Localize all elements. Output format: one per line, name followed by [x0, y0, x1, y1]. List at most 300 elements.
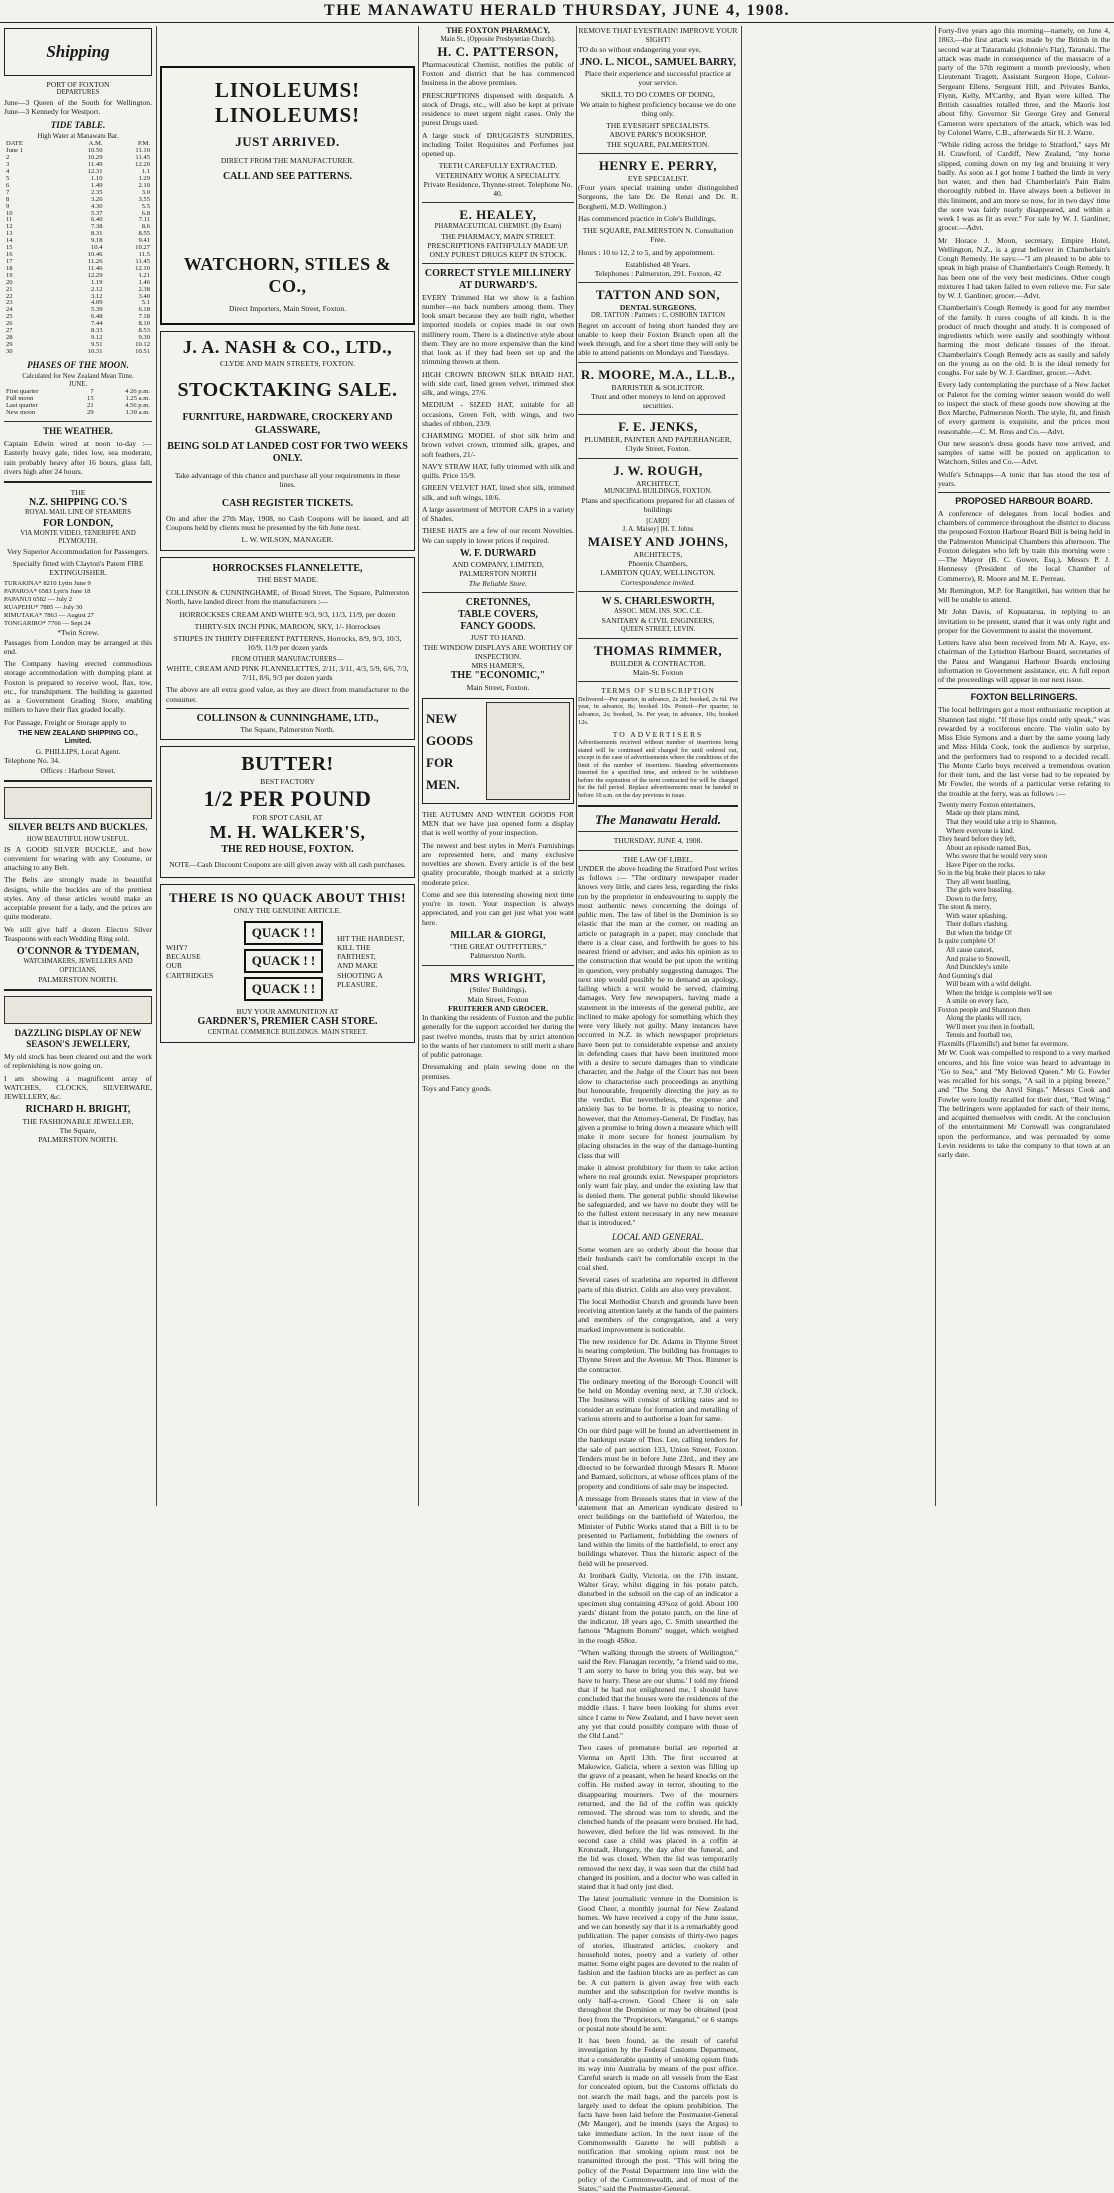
quack-word: QUACK ! ! — [244, 949, 324, 973]
horrockses-best: THE BEST MADE. — [256, 574, 319, 584]
durward-text: THESE HATS are a few of our recent Novelties. We can supply in lower prices if required. — [422, 526, 574, 545]
tide-pm: 8.10 — [138, 320, 150, 328]
tide-date: 18 — [6, 264, 13, 272]
steamer-row: PAPAROA* 6583 Lytt'n June 18 — [4, 588, 91, 596]
tide-pm: 5.1 — [141, 299, 150, 307]
port-title: PORT OF FOXTON — [46, 80, 110, 89]
column-rule — [935, 26, 936, 1506]
tide-am: 5.39 — [90, 306, 103, 314]
tide-am: 12.31 — [87, 167, 103, 175]
libel-text: UNDER the above heading the Stratford Post writes as follows :— "The ordinary newspaper reader knows very little, and cares less, regarding the risks run by the proprietor in endeavouring to supply the most authentic news concerning the doings of public men. The law of libel in the Dominion is so elastic that the man at the corner, on reading an article or paragraph in a paper, may conclude that there is a clear case, and forthwith he goes to his nearest friend or adviser, and asks his opinion as to the construction that would be put upon the writing in question, very probably suggesting damages. The next step would possibly be to demand an apology, failing which a writ would be served, claiming damages. Very few newspapers, having made a statement in the interests of the general public, are inclined to make apology for something which they were very likely not guilty. Many instances have occurred in N.Z. in which newspaper proprietors have been put to considerable expense and anxiety in defending cases that have been instituted more with a desire to secure damages than to vindicate character, and the Judge of the Court has not been slow to characterise such proceedings as anything but honourable, frequently directing the jury as to the verdict. But nevertheless, the expense and anxiety has to be borne. It is pleasing to notice, however, that the Attorney-General, Dr Findlay, has given a promise to bring down a measure which will make it more secure for honest journalism by placing obstacles in the way of the damage-hunting class that will — [578, 863, 738, 1160]
nz-offices: Offices : Harbour Street. — [40, 765, 116, 775]
tide-date: 21 — [6, 285, 13, 293]
linoleum-title: LINOLEUMS! — [214, 78, 361, 102]
horrockses-text: COLLINSON & CUNNINGHAME, of Broad Street, The Square, Palmerston North, have landed direct from the manufacturers :— — [166, 588, 409, 607]
article-paragraph: Chamberlain's Cough Remedy is good for any member of the family. It cures coughs of all kinds. It is the product of much thought and study. It is composed of ingredients which were easily and soothingly without harming the most delicate tissues of the throat. Chamberlain's Cough Remedy acts as easily and safely on the young as on the old. It is the ideal remedy for coughs. For sale by W. J. Gardiner, grocer.—Advt. — [938, 303, 1110, 377]
new-goods-word: MEN. — [426, 777, 460, 793]
tide-pm: 1.21 — [138, 271, 150, 279]
tide-pm: 11.5 — [138, 251, 150, 259]
nz-shipping-text: Specially fitted with Clayton's Patent FIRE EXTINGUISHER. — [12, 558, 144, 578]
herald-date: THURSDAY, JUNE 4, 1908. — [613, 836, 703, 846]
tide-date: 6 — [6, 181, 10, 189]
tide-pm: 12.10 — [135, 264, 150, 272]
tide-date: 4 — [6, 167, 10, 175]
perry-text: Hours : 10 to 12, 2 to 5, and by appointment. — [578, 247, 715, 257]
tide-pm: 10.51 — [135, 347, 150, 355]
quack-word: QUACK ! ! — [244, 977, 324, 1001]
dazzle-text: My old stock has been cleared out and the work of replenishing is now going on. — [4, 1052, 152, 1071]
tide-am: 3.12 — [90, 292, 103, 300]
tide-am: 8.31 — [90, 230, 103, 238]
jenks-trade: PLUMBER, PAINTER AND PAPERHANGER, — [584, 435, 732, 445]
tide-pm: 9.41 — [138, 237, 150, 245]
poem-line: And praise to Snowell, — [946, 954, 1011, 963]
maisey-names: J. A. Maisey] [H. T. Johns — [622, 525, 694, 533]
patterson-veterinary: VETERINARY WORK A SPECIALITY. — [435, 170, 561, 180]
durward-text: MEDIUM - SIZED HAT, suitable for all occasions, Green Felt, with wings, and two shades of ribbon, 23/9. — [422, 400, 574, 428]
tide-pm: 5.5 — [141, 202, 150, 210]
tide-am: 6.40 — [90, 216, 103, 224]
tatton-name: TATTON AND SON, — [595, 287, 721, 303]
rough-name: J. W. ROUGH, — [613, 462, 703, 478]
durward-text: CHARMING MODEL of shot silk brim and brown velvet crown, trimmed silk, grapes, and soft feathers, 21/- — [422, 431, 574, 459]
moon-cell: New moon — [6, 409, 36, 417]
tide-row — [4, 211, 152, 218]
herald-title: The Manawatu Herald. — [594, 811, 722, 827]
poem-line: A smile on every face, — [946, 997, 1009, 1006]
poem-line: And Gunning's dial — [938, 971, 993, 980]
perry-established: Established 48 Years. — [625, 259, 691, 269]
nash-goods: FURNITURE, HARDWARE, CROCKERY AND GLASSWARE, — [182, 412, 393, 436]
article-paragraph: Some women are so orderly about the house that their husbands can't be comfortable except in the coal shed. — [578, 1244, 738, 1273]
durward-place: PALMERSTON NORTH — [459, 569, 537, 579]
article-paragraph: Two cases of premature burial are reported at Vienna on April 13th. The first occurred at Makowice, Galicia, where a sexton was filling up the grave of a peasant, when he heard knocks on the coffin. He rushed away in terror, shouting to the disappearing mourners. Two of the mourners returned, and the lid of the coffin was quickly removed. The shroud was torn to shreds, and the clenched hands of the peasant were bruised. He had, however, died before the lid was removed. In the second case a child was placed in a coffin at Kronstadt, Hungary, the day after the funeral, and the lid was closed. When the lid was temporarily removed the next day, it was seen that the child had changed its position, and a doctor who was called in stated that it had only just died. — [578, 1743, 738, 1892]
poem-line: Twenty merry Foxton entertainers, — [938, 800, 1036, 809]
tide-row — [4, 197, 152, 204]
moon-cell: First quarter — [6, 388, 39, 396]
tide-date: 14 — [6, 237, 13, 245]
cretonnes-window: THE WINDOW DISPLAYS ARE WORTHY OF INSPECTION. — [423, 642, 573, 661]
durward-text: GREEN VELVET HAT, lined shot silk, trimmed silk, and soft wings, 18/6. — [422, 483, 574, 502]
poem-line: Is quite complete O! — [938, 937, 996, 946]
eyestrain-text: TO do so without endangering your eye, — [578, 44, 701, 54]
poem-line: Will beam with a wild delight. — [946, 980, 1032, 989]
economic-address: Main Street, Foxton. — [466, 682, 530, 692]
poem-line: We'll meet you then in football, — [946, 1022, 1035, 1031]
subscription-text: Delivered—Per quarter, in advance, 2s 2d; booked, 2s 6d. Per year, in advance, 8s; booked 10s. Posted—Per quarter, in advance, 2s; booked, 3s. Per year, in advance, 10s; booked 12s. — [578, 695, 738, 727]
tide-date: 28 — [6, 334, 13, 342]
wright-text: Toys and Fancy goods. — [422, 1083, 492, 1093]
article-paragraph: Wolfe's Schnapps—A tonic that has stood the test of years. — [938, 469, 1110, 488]
poem-line: That they would take a trip to Shannon, — [946, 818, 1057, 826]
gardner-address: CENTRAL COMMERCE BUILDINGS. MAIN STREET. — [207, 1028, 368, 1036]
article-paragraph: Letters have also been received from Mr A. Kaye, ex-chairman of the Lyttelton Harbour Board, secretaries of the Patea and Wanganui Harbour Boards enclosing information re Government assistance, etc. A full report of the proceedings will appear in our next issue. — [938, 638, 1110, 685]
tide-am: 10.4 — [90, 244, 103, 252]
tide-am: 9.12 — [90, 334, 103, 342]
nicol-barry-name: JNO. L. NICOL, SAMUEL BARRY, — [580, 56, 736, 68]
article-paragraph: Mr John Davis, of Kopuatarua, in replying to an invitation to be present, stated that it was only right and proper for the Government to assist the movement. — [938, 607, 1110, 635]
linoleum-title: LINOLEUMS! — [214, 103, 361, 128]
tide-row — [4, 245, 152, 252]
local-general-heading: LOCAL AND GENERAL. — [612, 1231, 704, 1242]
eyestrain-text: We attain to highest proficiency because we do one thing only. — [580, 99, 736, 118]
bright-address: The Square, — [59, 1125, 97, 1135]
article-paragraph: Mr W. Cook was compelled to respond to a very marked encores, and his fine voice was heard to advantage in "Go to Sea," and "My Beloved Queen." Mr G. Fowler was recalled for his songs, "A sail in a piping breeze," and "The Song the Anvil Sings." Messrs Cook and Fowler were loudly recalled for their duet, "Red Wing." The bellringers were applauded for each of their items, and acquitted themselves with credit. At the conclusion of the entertainment Mr Cornwall was congratulated upon the performance, and was persuaded by some Levin residents to take the company to that town at an early date. — [938, 1048, 1110, 1160]
tide-row — [4, 266, 152, 273]
patterson-teeth: TEETH CAREFULLY EXTRACTED. — [438, 161, 558, 171]
butter-ad — [160, 746, 415, 878]
masthead: THE MANAWATU HERALD THURSDAY, JUNE 4, 1908. — [0, 0, 1114, 23]
tide-date: 2 — [6, 154, 10, 162]
tide-am: 1.10 — [90, 174, 103, 182]
advertisers-text: Advertisements received without number of insertions being stated will be continued and charged for until ordered out, except in the case of advertisements where the conditions of the limit of the number of insertions. Standing advertisements inserted for a specified time, and ordered to be withdrawn before the expiration of the term contracted for will be charged for the full period. Replace advertisements must be handed in before 10 a.m. on the day previous to issue. — [578, 739, 738, 800]
butter-factory: BEST FACTORY — [260, 776, 315, 786]
tide-row — [4, 231, 152, 238]
patterson-text: PRESCRIPTIONS dispensed with despatch. A stock of Drugs, etc., will also be kept at private residence to meet urgent night cases. Only the purest Drugs used. — [422, 90, 574, 128]
wright-text: Dressmaking and plain sewing done on the premises. — [422, 1062, 574, 1081]
gardner-name: GARDNER'S, PREMIER CASH STORE. — [197, 1016, 378, 1028]
wright-text: In thanking the residents of Foxton and the public generally for the support accorded her during the past twelve months, trusts that by strict attention to the wants of her customers to still merit a share of public patronage. — [422, 1013, 574, 1060]
moon-cell: 1.25 a.m. — [125, 395, 150, 403]
advertisers-heading: TO ADVERTISERS — [612, 729, 704, 739]
silver-buckle-illustration — [4, 787, 152, 819]
durward-company: AND COMPANY, LIMITED, — [452, 560, 544, 570]
tide-am: 10.50 — [87, 147, 103, 155]
moon-month: JUNE. — [68, 381, 88, 389]
tide-row — [4, 294, 152, 301]
column-rule — [576, 26, 577, 1506]
moon-subheading: Calculated for New Zealand Mean Time. — [22, 372, 134, 380]
moon-cell: 15 — [87, 395, 94, 403]
tide-row — [4, 217, 152, 224]
tide-pm: 2.38 — [138, 285, 150, 293]
steamer-row: TURAKINA* 8210 Lyttn June 9 — [4, 580, 91, 588]
tide-row — [4, 335, 152, 342]
fancy-goods-title: FANCY GOODS. — [460, 621, 536, 633]
tide-row — [4, 328, 152, 335]
tide-am: 4.30 — [90, 202, 103, 210]
tide-pm: 11.45 — [135, 154, 150, 162]
quack-pleasure: AND MAKE SHOOTING A PLEASURE. — [336, 961, 383, 989]
rimmer-name: THOMAS RIMMER, — [593, 642, 723, 658]
poem-line: The girls were bussling. — [946, 886, 1014, 895]
nz-shipping-text: For Passage, Freight or Storage apply to — [4, 717, 127, 727]
article-paragraph: Mr Remington, M.P. for Rangitikei, has written that he will be unable to attend. — [938, 585, 1110, 605]
nash-address: CLYDE AND MAIN STREETS, FOXTON. — [220, 358, 355, 368]
durward-name: W. F. DURWARD — [459, 547, 537, 559]
bright-place: PALMERSTON NORTH. — [38, 1135, 118, 1144]
tide-pm: 10.27 — [135, 244, 150, 252]
article-paragraph: Every lady contemplating the purchase of a New Jacket or Paletot for the coming winter season would do well to inspect the stock of these goods now showing at the Box Marche, Palmerston North. The style, fit, and finish of every garment is exquisite, and the prices most reasonable.—C. M. Ross and Co.—Advt. — [938, 380, 1110, 436]
poem-line: Have Piper on the rocks. — [946, 860, 1016, 869]
tide-row — [4, 300, 152, 307]
durward-tagline: The Reliable Store. — [468, 578, 528, 588]
tide-am: 4.09 — [90, 299, 103, 307]
horrockses-text: HORROCKSES CREAM AND WHITE 9/3, 9/3, 11/3, 11/9, per dozen — [179, 609, 396, 619]
article-paragraph: make it almost prohibitory for them to take action where no real grounds exist. Newspaper proprietors only want fair play, and under the existing law that is denied them. The general public should likewise be safeguarded, and we have no doubt they will be to the fullest extent necessary in any new measure that is introduced." — [578, 1162, 738, 1228]
millar-text: Come and see this interesting showing next time you're in town. Your inspection is always appreciated, and you can get just what you want here. — [422, 889, 574, 927]
tide-table — [4, 141, 152, 356]
poem-line: And Dunckley's smile — [946, 963, 1008, 972]
poem-line: The stout & merry, — [938, 903, 992, 912]
tide-date: 29 — [6, 341, 13, 349]
tide-am: 7.38 — [90, 223, 103, 231]
tide-subheading: High Water at Manawatu Bar. — [37, 133, 119, 140]
moon-cell: Last quarter — [6, 402, 38, 410]
eyesight-specialists: THE EYESIGHT SPECIALISTS. — [606, 121, 710, 131]
tide-am: 8.33 — [90, 327, 103, 335]
butter-price: 1/2 PER POUND — [203, 785, 372, 811]
article-paragraph: The local bellringers got a most enthusiastic reception at Shannon last night. "If those lips could only speak," was rewarded by a vociferous encore. The violin solo by Miss Elsie Symons and a duet by the same young lady and Miss Hilda Cook, took the audience by surprise, and the performers had to respond to a decided recall. The Monte Carlo boys received a tremendous ovation for their turn, and the last verse had to be repeated by Mr Fowler, the words of a particular verse relating to the trouble at the ferry, was as follows :— — [938, 705, 1110, 798]
perry-title: EYE SPECIALIST. — [627, 173, 689, 183]
maisey-correspondence: Correspondence invited. — [620, 577, 696, 587]
tide-row — [4, 155, 152, 162]
nz-shipping-title: N.Z. SHIPPING CO.'S — [28, 497, 128, 509]
tide-date: 23 — [6, 299, 13, 307]
tide-row — [4, 238, 152, 245]
perry-text: Has commenced practice in Cole's Buildings, — [578, 213, 717, 223]
moore-text: Trust and other moneys to lend on approved securities. — [590, 391, 726, 411]
tide-am: 11.26 — [87, 257, 103, 265]
wright-buildings: (Stiles' Buildings), — [469, 985, 527, 995]
watchorn-address: Direct Importers, Main Street, Foxton. — [228, 303, 347, 313]
bright-trade: THE FASHIONABLE JEWELLER, — [22, 1116, 134, 1126]
poem-line: Tennis and football too, — [946, 1031, 1013, 1040]
healey-drugs: ONLY PUREST DRUGS KEPT IN STOCK. — [429, 250, 567, 260]
cretonnes-title: CRETONNES, — [465, 596, 531, 608]
tide-am: 9.18 — [90, 237, 103, 245]
tide-row — [4, 349, 152, 356]
cretonnes-hand: JUST TO HAND. — [470, 633, 526, 643]
tide-am: 6.48 — [90, 313, 103, 321]
charlesworth-name: W S. CHARLESWORTH, — [601, 595, 715, 607]
quack-ad — [160, 884, 415, 1042]
moon-cell: Full moon — [6, 395, 34, 403]
tide-am: 7.44 — [90, 320, 103, 328]
poem-line: When the bridge is complete we'll see — [946, 988, 1053, 997]
tide-row — [4, 314, 152, 321]
tide-am: 2.12 — [90, 285, 103, 293]
article-paragraph: Mr Horace J. Moon, secretary, Empire Hotel, Wellington, N.Z., is a great believer in Chamberlain's Cough Remedy. He says:—"I am pleased to be able to speak in high praise of Chamberlain's Cough Remedy. It has been one of the very best medicines. Other cough mixtures I had taken failed to even relieve me. For sale by W. J. Gardiner, grocer.—Advt. — [938, 235, 1110, 300]
eyesight-place: THE SQUARE, PALMERSTON. — [606, 139, 710, 149]
butter-title: BUTTER! — [241, 753, 334, 776]
departures-heading: DEPARTURES — [56, 89, 100, 97]
tide-pm: 3.0 — [141, 188, 150, 196]
column-rule — [418, 26, 419, 1506]
nz-shipping-route: VIA MONTE VIDEO, TENERIFFE AND PLYMOUTH. — [20, 529, 136, 546]
article-paragraph: It has been found, as the result of careful investigation by the Federal Customs Department, that a considerable quantity of smoking opium finds its way into Australia by means of the post office. Careful search is made on all vessels from the East for concealed opium, but the Customs officials do not search the mail bags, and the parcels post is largely used to defeat the opium prohibition. The facts have been laid before the Postmaster-General (Mr Mauger), and he intends (says the Argus) to take immediate action. In the next issue of the Commonwealth Gazette he will publish a notification that smoking opium must not be transmitted through the post. "This will bring the policy of the Postal Department into line with the policy of the Commonwealth, and of most of the States," said the Postmaster-General. — [578, 2036, 738, 2193]
nz-shipping-agent: THE NEW ZEALAND SHIPPING CO., Limited. — [18, 729, 138, 746]
horrockses-text: THIRTY-SIX INCH PINK, MAROON, SKY, 1/- Horrockses — [194, 621, 381, 631]
rough-text: Plans and specifications prepared for all classes of buildings — [581, 496, 735, 515]
tide-row — [4, 342, 152, 349]
tide-pm: 8.6 — [141, 223, 150, 231]
millar-text: The newest and best styles in Men's Furnishings are represented here, and many exclusive novelties are shown. Every article is of the best quality procurable, though marked at a strictly moderate price. — [422, 840, 574, 887]
tide-row — [4, 148, 152, 155]
nash-name: J. A. NASH & CO., LTD., — [182, 336, 393, 357]
tide-am: 1.19 — [90, 278, 103, 286]
millar-tagline: "THE GREAT OUTFITTERS," — [449, 942, 547, 952]
tide-date: 16 — [6, 251, 13, 259]
tide-date: 5 — [6, 174, 10, 182]
article-paragraph: On our third page will be found an advertisement in the bankrupt estate of Thos. Lee, calling tenders for the sale of part section 133, Union Street, Foxton. Tenders must be in before June 23rd., and they are directed to be forwarded through Messrs R. Moore and Barnard, solicitors, at whose offices plans of the property and conditions of sale may be inspected. — [578, 1426, 738, 1491]
table-covers-title: TABLE COVERS, — [458, 609, 538, 621]
tide-pm: 7.18 — [138, 313, 150, 321]
tide-pm: 6.8 — [141, 209, 150, 217]
poem-line: About an episode named Box, — [946, 843, 1031, 852]
poem-line: Foxton people and Shannon then — [938, 1005, 1031, 1014]
quack-farthest: KILL THE FARTHEST, — [336, 942, 376, 962]
jewellery-illustration — [4, 996, 152, 1024]
horrockses-title: HORROCKSES FLANNELETTE, — [212, 562, 363, 574]
tide-pm: 8.53 — [138, 327, 150, 335]
tide-pm: 8.55 — [138, 230, 150, 238]
silver-subheading: HOW BEAUTIFUL HOW USEFUL. — [26, 836, 130, 844]
tide-pm: 2.10 — [138, 181, 150, 189]
tide-pm: 3.55 — [138, 195, 150, 203]
tide-date: 19 — [6, 271, 13, 279]
moore-title: BARRISTER & SOLICITOR. — [611, 382, 705, 392]
poem-line: Down to the ferry, — [946, 894, 998, 903]
rough-address: MUNICIPAL BUILDINGS, FOXTON. — [604, 487, 712, 495]
twin-screw-note: *Twin Screw. — [57, 628, 99, 638]
tide-am: 11.49 — [87, 161, 103, 169]
article-paragraph: The local Methodist Church and grounds have been receiving attention lately at the hands of the painters and members of the congregation, and a very marked improvement is noticeable. — [578, 1296, 738, 1334]
healey-prescriptions: PRESCRIPTIONS FAITHFULLY MADE UP. — [427, 240, 569, 250]
tide-row — [4, 307, 152, 314]
patterson-name: H. C. PATTERSON, — [437, 44, 559, 60]
article-paragraph: A conference of delegates from local bodies and chambers of commerce throughout the district to discuss the proposed Foxton Harbour Board Bill is being held in the Palmerston Municipal Chambers this afternoon. The Foxton delegates who left by train this morning were :—The Mayor (B. C. Gower, Esq.), Messrs P. J. Hennessy (President of the local Chamber of Commerce), R. Moore and M. E. Perreau. — [938, 508, 1110, 583]
tide-pm: 3.40 — [138, 292, 150, 300]
bellringers-heading: FOXTON BELLRINGERS. — [938, 688, 1110, 703]
moon-cell: 4 26 p.m. — [125, 388, 150, 396]
tide-pm: 11.10 — [135, 147, 150, 155]
tide-date: June 1 — [6, 147, 24, 155]
tide-date: 11 — [6, 216, 13, 224]
healey-address: THE PHARMACY, MAIN STREET. — [441, 231, 555, 241]
quack-because: BECAUSE — [166, 952, 201, 962]
horrockses-ad — [160, 557, 415, 741]
tide-row — [4, 280, 152, 287]
tide-date: 24 — [6, 306, 13, 314]
eyestrain-text: Place their experience and successful practice at your service. — [584, 68, 732, 88]
tide-am: 9.51 — [90, 341, 103, 349]
gardner-buy: BUY YOUR AMMUNITION AT — [236, 1007, 339, 1017]
tatton-partners: DR. TATTON : Partners : C. OSBORN TATTON — [590, 312, 726, 320]
poem-line: Where everyone is kind. — [946, 826, 1015, 835]
jenks-address: Clyde Street, Foxton. — [625, 444, 691, 454]
quack-why: WHY? — [166, 942, 188, 952]
maisey-address: LAMBTON QUAY, WELLINGTON. — [600, 568, 716, 578]
wright-name: MRS WRIGHT, — [449, 969, 547, 985]
moon-cell: 1.39 a.m. — [125, 409, 150, 417]
durward-text: EVERY Trimmed Hat we show is a fashion number—no back numbers among them. They look smart because they are built right, whether imported models or copies made in our own millinery room. There is a distinctive style about them. They are no more expensive than the kind that look as if they had been set up and the trimming thrown at them. — [422, 292, 574, 367]
silver-text: The Belts are strongly made in beautiful designs, while the buckles are of the prettiest styles. Any of these articles would make an acceptable present for a lady, and the prices are quite moderate. — [4, 875, 152, 922]
poem-line: Their dollars clashing. — [946, 920, 1009, 929]
walker-name: M. H. WALKER'S, — [209, 821, 366, 842]
tide-am: 10.31 — [87, 347, 103, 355]
gentleman-illustration — [486, 702, 570, 800]
tide-col-am: A.M. — [88, 140, 103, 148]
durward-text: HIGH CROWN BROWN SILK BRAID HAT, with side curl, lined green velvet, trimmed shot silk, and wings, 27/6. — [422, 369, 574, 398]
horrockses-text: STRIPES IN THIRTY DIFFERENT PATTERNS, Horrocks, 8/9, 9/3, 10/3, 10/9, 11/9 per dozen yards — [173, 634, 402, 653]
weather-text: Captain Edwin wired at noon to-day :— Easterly heavy gale, tides low, sea moderate, rain probably heavy after 16 hours, glass fall, rivers high after 24 hours. — [4, 439, 152, 476]
rimmer-trade: BUILDER & CONTRACTOR. — [610, 658, 706, 668]
patterson-text: A large stock of DRUGGISTS SUNDRIES, including Toilet Requisites and Perfumes just opened up. — [422, 130, 574, 159]
linoleum-direct: DIRECT FROM THE MANUFACTURER. — [220, 156, 355, 166]
oconnor-name: O'CONNOR & TYDEMAN, — [16, 946, 140, 958]
steamer-row: RIMUTAKA* 7863 — August 27 — [4, 612, 94, 620]
nz-telephone: Telephone No. 34. — [4, 756, 60, 766]
tide-pm: 1.29 — [138, 174, 150, 182]
tide-row — [4, 273, 152, 280]
dazzle-heading: DAZZLING DISPLAY OF NEW SEASON'S JEWELLERY, — [14, 1028, 142, 1050]
linoleum-call: CALL AND SEE PATTERNS. — [222, 171, 353, 183]
nz-shipping-the: THE — [70, 488, 86, 498]
rough-title: ARCHITECT, — [636, 478, 680, 488]
moon-row — [4, 410, 152, 417]
silver-heading: SILVER BELTS AND BUCKLES. — [8, 822, 148, 833]
steamer-list — [4, 580, 152, 628]
durward-text: A large assortment of MOTOR CAPS in a variety of Shades. — [422, 504, 574, 524]
maisey-name: MAISEY AND JOHNS, — [587, 534, 729, 550]
tide-am: 2.35 — [90, 188, 103, 196]
column-rule — [741, 26, 742, 1506]
butter-spot-cash: FOR SPOT CASH, AT — [252, 812, 323, 822]
quack-subheading: ONLY THE GENUINE ARTICLE. — [233, 906, 342, 916]
poem-line: Along the planks will race, — [946, 1014, 1022, 1023]
subscription-heading: TERMS OF SUBSCRIPTION — [601, 686, 715, 696]
tide-row — [4, 176, 152, 183]
silver-text: IS A GOOD SILVER BUCKLE, and how convenient for wearing with any Costume, or attaching to any Belt. — [4, 844, 152, 873]
charlesworth-address: QUEEN STREET, LEVIN. — [620, 625, 696, 633]
horrockses-text: WHITE, CREAM AND PINK FLANNELETTES, 2/11, 3/11, 4/3, 5/9, 6/6, 7/3, 7/11, 8/6, 9/3 per dozen yards — [166, 663, 409, 683]
quack-word: QUACK ! ! — [244, 921, 324, 945]
departures-text: June—3 Queen of the South for Wellington. June—3 Kennedy for Westport. — [4, 97, 152, 116]
nz-local-agent: G. PHILLIPS, Local Agent. — [35, 747, 121, 757]
tatton-text: Regret on account of being short handed they are unable to keep their Foxton Branch open all the week through, and for a short time they will only be able to attend patients on Mondays and Tuesdays. — [578, 320, 738, 358]
article-paragraph: Our new season's dress goods have now arrived, and samples of same will be posted on application to Watchorn, Stiles and Co.—Advt. — [938, 438, 1110, 467]
nz-shipping-london: FOR LONDON, — [43, 517, 113, 529]
tide-date: 25 — [6, 313, 13, 321]
horrockses-other: FROM OTHER MANUFACTURERS— — [231, 655, 344, 663]
poem-line: Who swore that he would very soon — [946, 852, 1048, 861]
new-goods-ad — [422, 698, 574, 804]
tide-am: 11.46 — [87, 264, 103, 272]
steamer-row: RUAPEHU* 7885 — July 30 — [4, 604, 83, 612]
tide-row — [4, 287, 152, 294]
tide-date: 26 — [6, 320, 13, 328]
durward-text: NAVY STRAW HAT, fully trimmed with silk and quills. Price 15/9. — [422, 461, 574, 481]
card-label: [CARD] — [646, 517, 670, 525]
collinson-name: COLLINSON & CUNNINGHAME, LTD., — [196, 712, 379, 724]
poem-line: Flaxmills (Flaxmills!) and butter fat evermore. — [938, 1039, 1069, 1048]
column-7 — [938, 26, 1110, 1506]
tide-heading: TIDE TABLE. — [50, 120, 106, 131]
nz-shipping-text: The Company having erected commodious storage accommodation with dumping plant at Foxton is prepared to receive wool, flax, tow, etc., for transhipment. The building is gazetted as a Government Grading Store, enabling millers to have their flax graded locally. — [4, 659, 152, 715]
perry-text: THE SQUARE, PALMERSTON N. Consultation Free. — [582, 226, 734, 245]
nz-shipping-line: ROYAL MAIL LINE OF STEAMERS — [25, 509, 131, 517]
tide-date: 10 — [6, 209, 13, 217]
tide-row — [4, 190, 152, 197]
tide-row — [4, 162, 152, 169]
weather-heading: THE WEATHER. — [43, 426, 113, 437]
tide-am: 5.37 — [90, 209, 103, 217]
tide-date: 12 — [6, 223, 13, 231]
collinson-address: The Square, Palmerston North. — [240, 725, 335, 735]
economic-name: THE "ECONOMIC," — [450, 670, 546, 682]
quack-hardest: HIT THE HARDEST, — [336, 933, 405, 943]
